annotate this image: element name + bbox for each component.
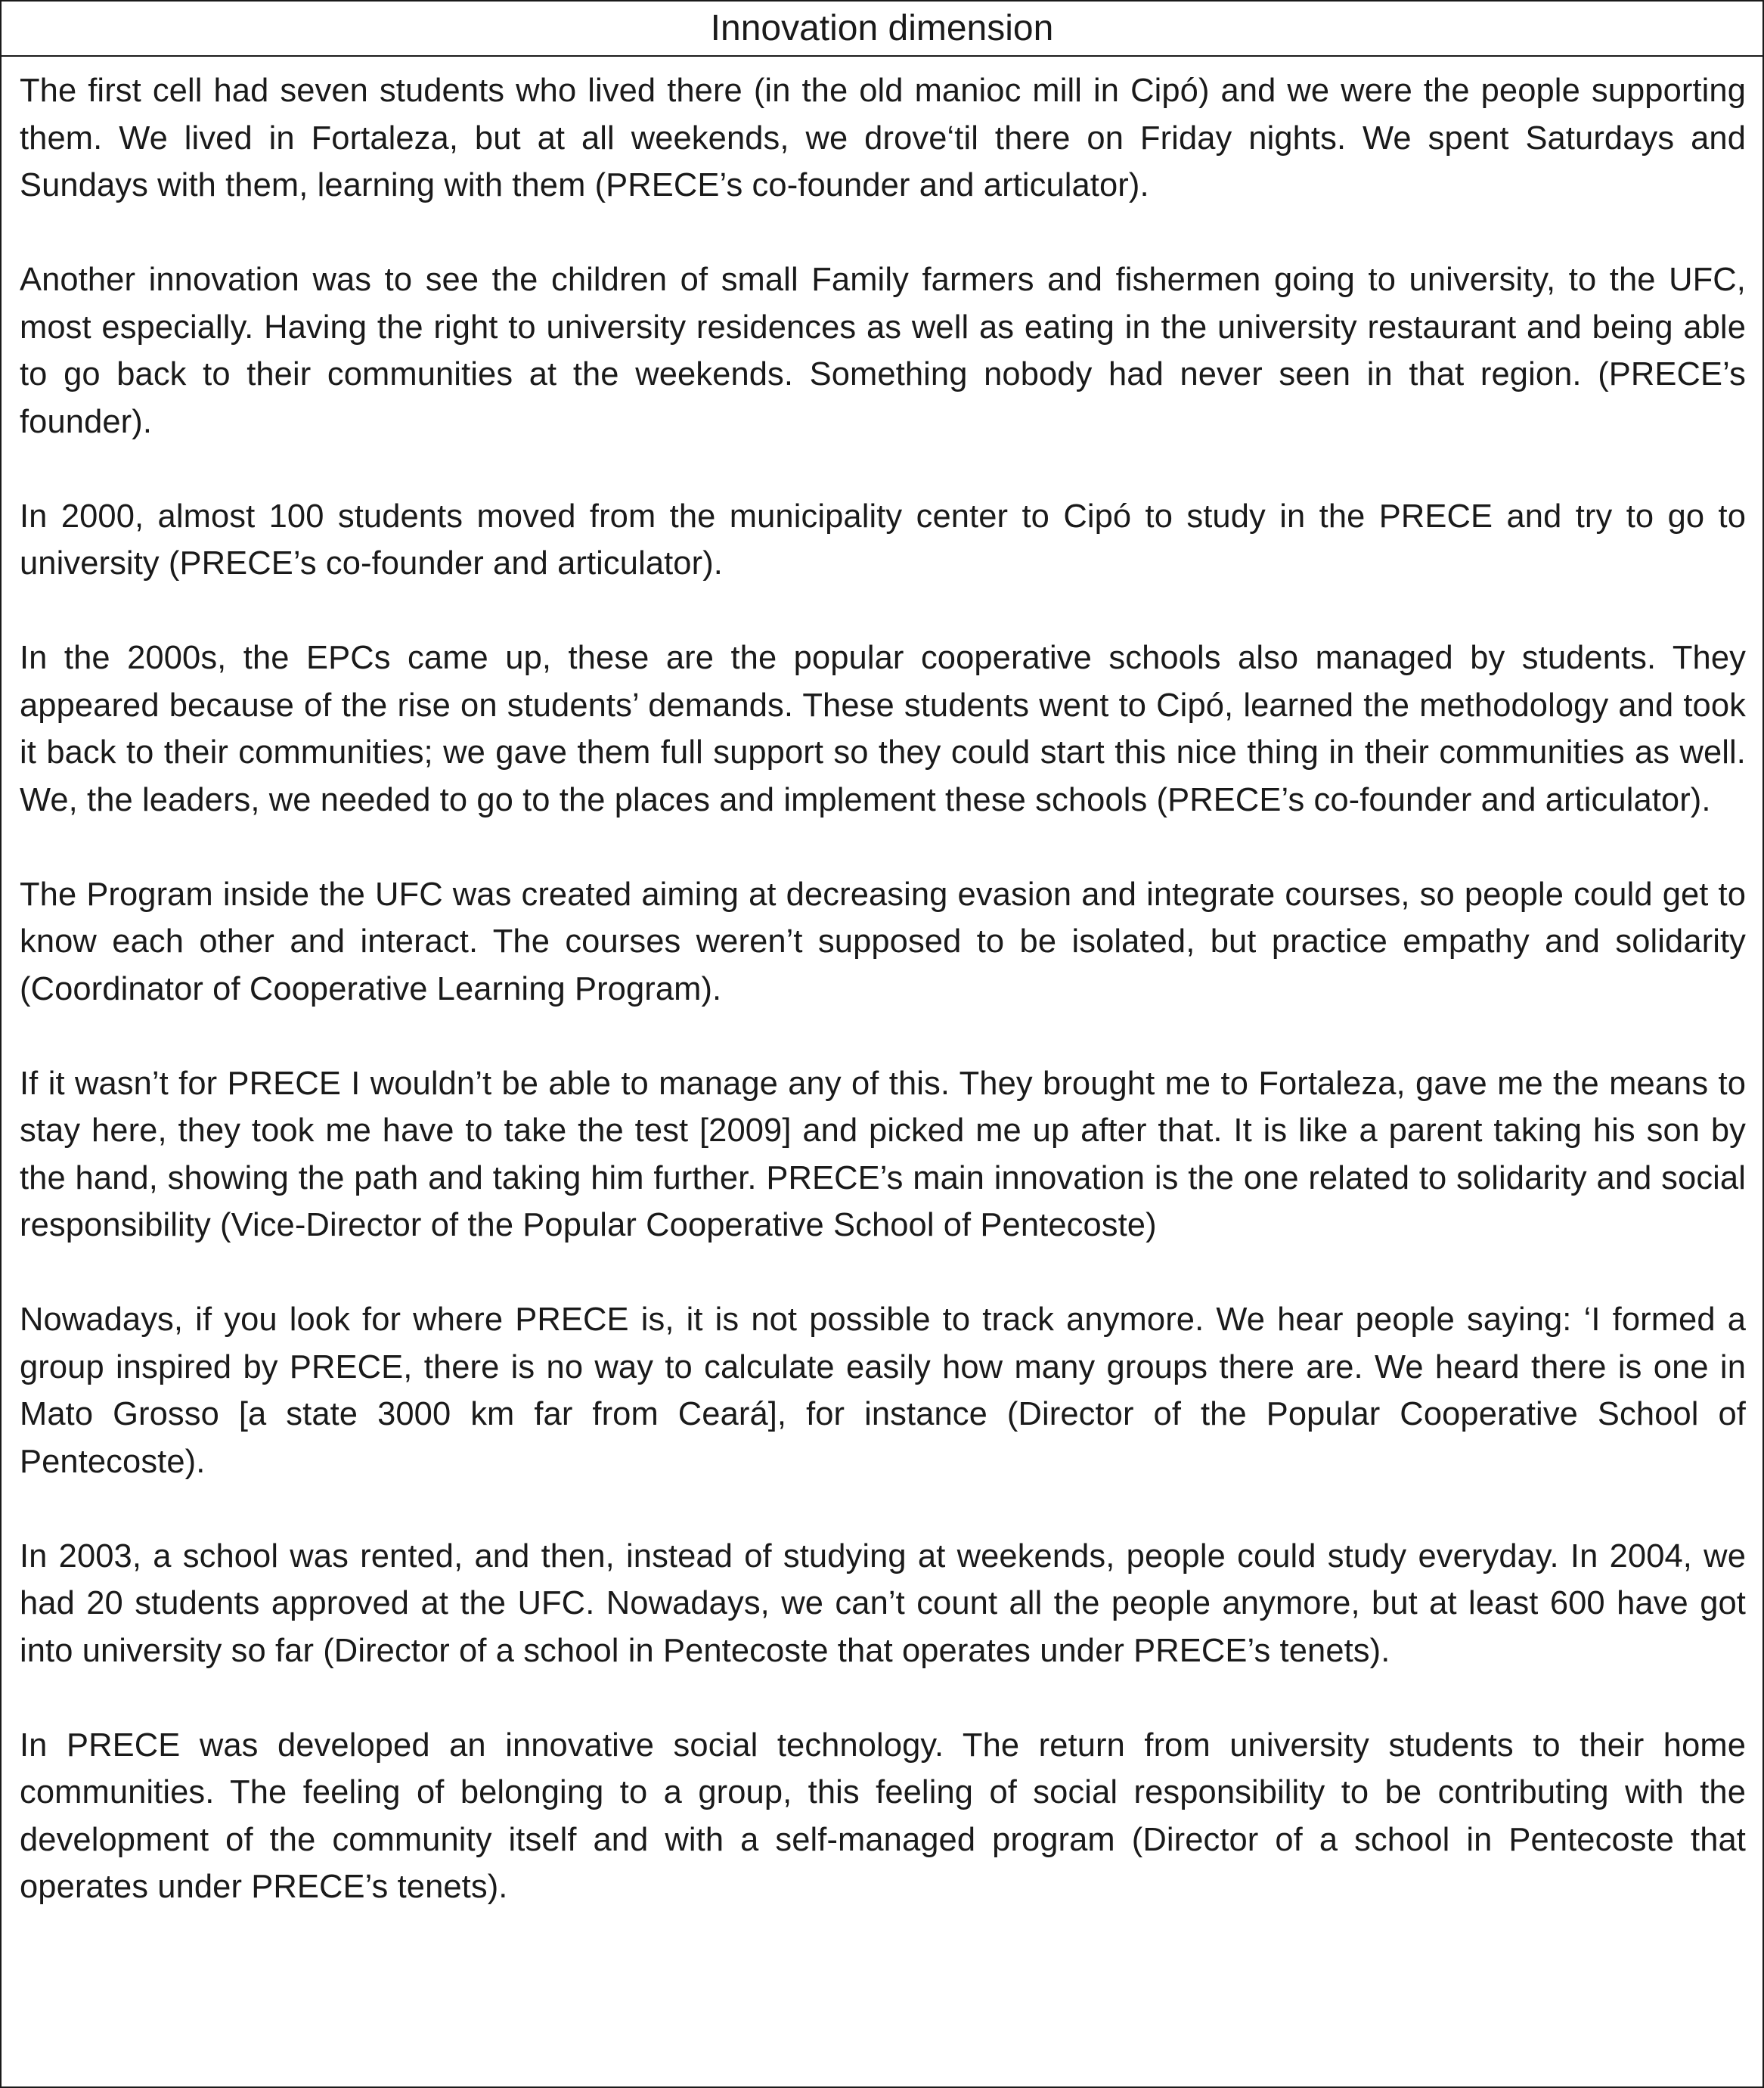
quote-paragraph-4: In the 2000s, the EPCs came up, these are the popular cooperative schools also managed by students. They appeared because of the rise on students’ demands. These students went to Cipó, learned the methodology and took it back to their communities; we gave them full support so they could start this nice thing in their communities as well. We, the leaders, we needed to go to the places and implement these schools (PRECE’s co-founder and articulator). (20, 640, 1746, 818)
quote-paragraph-9: In PRECE was developed an innovative social technology. The return from university students to their home communities. The feeling of belonging to a group, this feeling of social responsibility to be contributing with the development of the community itself and with a self-managed program (Director of a school in Pentecoste that operates under PRECE’s tenets). (20, 1727, 1746, 1905)
table-body-cell (2, 57, 1762, 2086)
quote-paragraph-3: In 2000, almost 100 students moved from the municipality center to Cipó to study in the PRECE and try to go to university (PRECE’s co-founder and articulator). (20, 498, 1746, 582)
table-header: Innovation dimension (2, 2, 1762, 57)
quote-paragraph-2: Another innovation was to see the children of small Family farmers and fishermen going to university, to the UFC, most especially. Having the right to university residences as well as eating in the university restaurant and being able to go back to their communities at the weekends. Something nobody had never seen in that region. (PRECE’s founder). (20, 262, 1746, 440)
quote-paragraph-1: The first cell had seven students who lived there (in the old manioc mill in Cipó) and we were the people supporting them. We lived in Fortaleza, but at all weekends, we drove‘til there on Friday nights. We spent Saturdays and Sundays with them, learning with them (PRECE’s co-founder and articulator). (20, 73, 1746, 203)
quote-paragraph-6: If it wasn’t for PRECE I wouldn’t be able to manage any of this. They brought me to Fortaleza, gave me the means to stay here, they took me have to take the test [2009] and picked me up after that. It is like a parent taking his son by the hand, showing the path and taking him further. PRECE’s main innovation is the one related to solidarity and social responsibility (Vice-Director of the Popular Cooperative School of Pentecoste) (20, 1065, 1746, 1243)
quote-paragraph-8: In 2003, a school was rented, and then, instead of studying at weekends, people could study everyday. In 2004, we had 20 students approved at the UFC. Nowadays, we can’t count all the people anymore, but at least 600 have got into university so far (Director of a school in Pentecoste that operates under PRECE’s tenets). (20, 1537, 1746, 1669)
quote-paragraph-7: Nowadays, if you look for where PRECE is, it is not possible to track anymore. We hear people saying: ‘I formed a group inspired by PRECE, there is no way to calculate easily how many groups there are. We heard there is one in Mato Grosso [a state 3000 km far from Ceará], for instance (Director of the Popular Cooperative School of Pentecoste). (20, 1302, 1746, 1480)
quote-paragraph-5: The Program inside the UFC was created aiming at decreasing evasion and integrate courses, so people could get to know each other and interact. The courses weren’t supposed to be isolated, but practice empathy and solidarity (Coordinator of Cooperative Learning Program). (20, 876, 1746, 1007)
